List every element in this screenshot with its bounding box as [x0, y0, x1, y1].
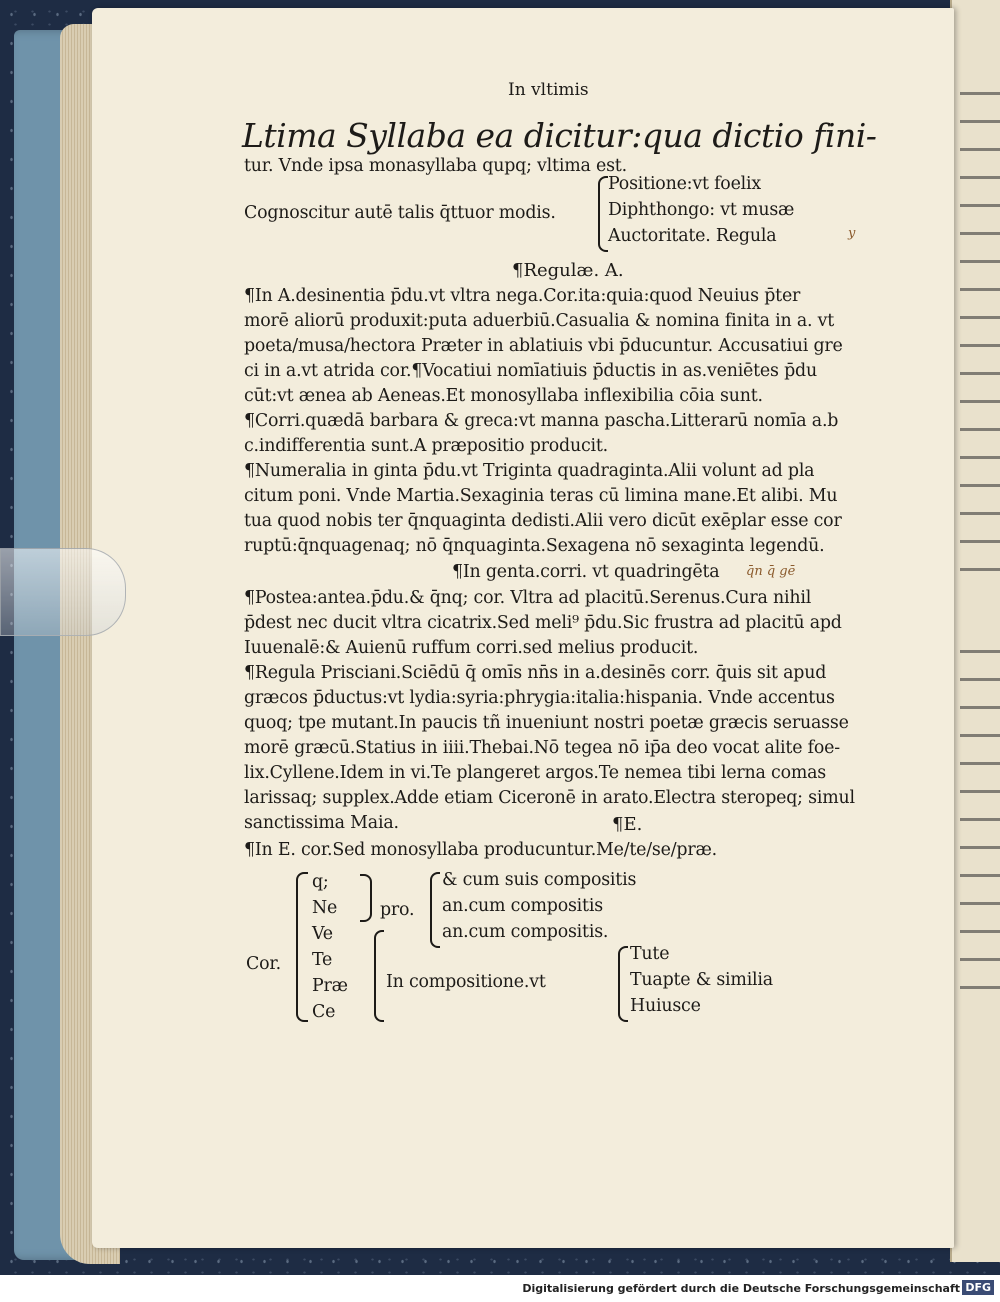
text-line: ¶Postea:antea.p̄du.& q̄nq; cor. Vltra ad placitū.Serenus.Cura nihil: [244, 588, 812, 608]
table-item: an.cum compositis: [442, 896, 603, 916]
text-line: morē græcū.Statius in iiii.Thebai.Nō tegea nō ip̄a deo vocat alite foe-: [244, 738, 840, 758]
handwritten-annotation: q̄n q̄ gē: [746, 564, 796, 579]
table-item: Tute: [630, 944, 670, 964]
brace-left: [296, 872, 308, 1022]
text-line: lix.Cyllene.Idem in vi.Te plangeret argos.Te nemea tibi lerna comas: [244, 763, 827, 783]
table-item: Ve: [312, 924, 333, 944]
brace-right: [360, 874, 372, 922]
brace-left: [374, 930, 384, 1022]
rule-item: Diphthongo: vt musæ: [608, 200, 795, 220]
text-line: tua quod nobis ter q̄nquaginta dedisti.Alii vero dicūt exēplar esse cor: [244, 511, 842, 531]
pro-label: pro.: [380, 900, 415, 920]
text-line: ¶In E. cor.Sed monosyllaba producuntur.Me/te/se/præ.: [244, 840, 717, 860]
text-line: ¶Corri.quædā barbara & greca:vt manna pascha.Litterarū nomīa a.b: [244, 411, 839, 431]
brace-left: [598, 176, 608, 252]
cor-label: Cor.: [246, 954, 281, 974]
table-item: Te: [312, 950, 333, 970]
section-heading: ¶E.: [612, 814, 643, 835]
text-line: citum poni. Vnde Martia.Sexaginia teras cū limina mane.Et alibi. Mu: [244, 486, 838, 506]
text-line: Cognoscitur autē talis q̄ttuor modis.: [244, 203, 556, 223]
table-item: Ne: [312, 898, 338, 918]
text-line: Iuuenalē:& Auienū ruffum corri.sed melius producit.: [244, 638, 699, 658]
dfg-logo: DFG: [962, 1280, 994, 1295]
page-holder-clip: [0, 548, 126, 636]
brace-left: [430, 872, 440, 948]
text-line: ¶In A.desinentia p̄du.vt vltra nega.Cor.ita:quia:quod Neuius p̄ter: [244, 286, 801, 306]
text-line: quoq; tpe mutant.In paucis tñ inueniunt nostri poetæ græcis seruasse: [244, 713, 849, 733]
footer-credit: Digitalisierung gefördert durch die Deutsche Forschungsgemeinschaft: [522, 1282, 960, 1295]
text-line: ci in a.vt atrida cor.¶Vocatiui nomīatiuis p̄ductis in as.veniētes p̄du: [244, 361, 817, 381]
running-head: In vltimis: [508, 80, 589, 100]
rule-item: Positione:vt foelix: [608, 174, 761, 194]
brace-left: [618, 946, 628, 1022]
table-item: Ce: [312, 1002, 336, 1022]
text-line: ¶In genta.corri. vt quadringēta: [452, 562, 720, 582]
text-line: ruptū:q̄nquagenaq; nō q̄nquaginta.Sexagena nō sexaginta legendū.: [244, 536, 825, 556]
table-item: & cum suis compositis: [442, 870, 637, 890]
handwritten-annotation: y: [848, 226, 856, 241]
text-line: sanctissima Maia.: [244, 813, 399, 833]
table-item: q;: [312, 872, 329, 892]
text-line: cūt:vt ænea ab Aeneas.Et monosyllaba inflexibilia cōia sunt.: [244, 386, 763, 406]
text-line: poeta/musa/hectora Præter in ablatiuis vbi p̄ducuntur. Accusatiui gre: [244, 336, 843, 356]
table-item: In compositione.vt: [386, 972, 546, 992]
table-item: Tuapte & similia: [630, 970, 773, 990]
text-line: p̄dest nec ducit vltra cicatrix.Sed meli⁹ p̄du.Sic frustra ad placitū apd: [244, 613, 842, 633]
text-line: larissaq; supplex.Adde etiam Ciceronē in arato.Electra steropeq; simul: [244, 788, 855, 808]
table-item: Præ: [312, 976, 348, 996]
page-title-line: Ltima Syllaba ea dicitur:qua dictio fini-: [242, 116, 877, 155]
rule-item: Auctoritate. Regula: [608, 226, 777, 246]
text-line: græcos p̄ductus:vt lydia:syria:phrygia:italia:hispania. Vnde accentus: [244, 688, 835, 708]
table-item: an.cum compositis.: [442, 922, 609, 942]
text-line: c.indifferentia sunt.A præpositio producit.: [244, 436, 608, 456]
text-line: ¶Regula Prisciani.Sciēdū q̄ omīs nn̄s in a.desinēs corr. q̄uis sit apud: [244, 663, 827, 683]
facing-page-edge: [950, 0, 1000, 1262]
text-line: tur. Vnde ipsa monasyllaba qupq; vltima est.: [244, 156, 627, 176]
section-heading: ¶Regulæ. A.: [512, 260, 624, 281]
table-item: Huiusce: [630, 996, 701, 1016]
text-line: morē aliorū produxit:puta aduerbiū.Casualia & nomina finita in a. vt: [244, 311, 835, 331]
text-line: ¶Numeralia in ginta p̄du.vt Triginta quadraginta.Alii volunt ad pla: [244, 461, 815, 481]
